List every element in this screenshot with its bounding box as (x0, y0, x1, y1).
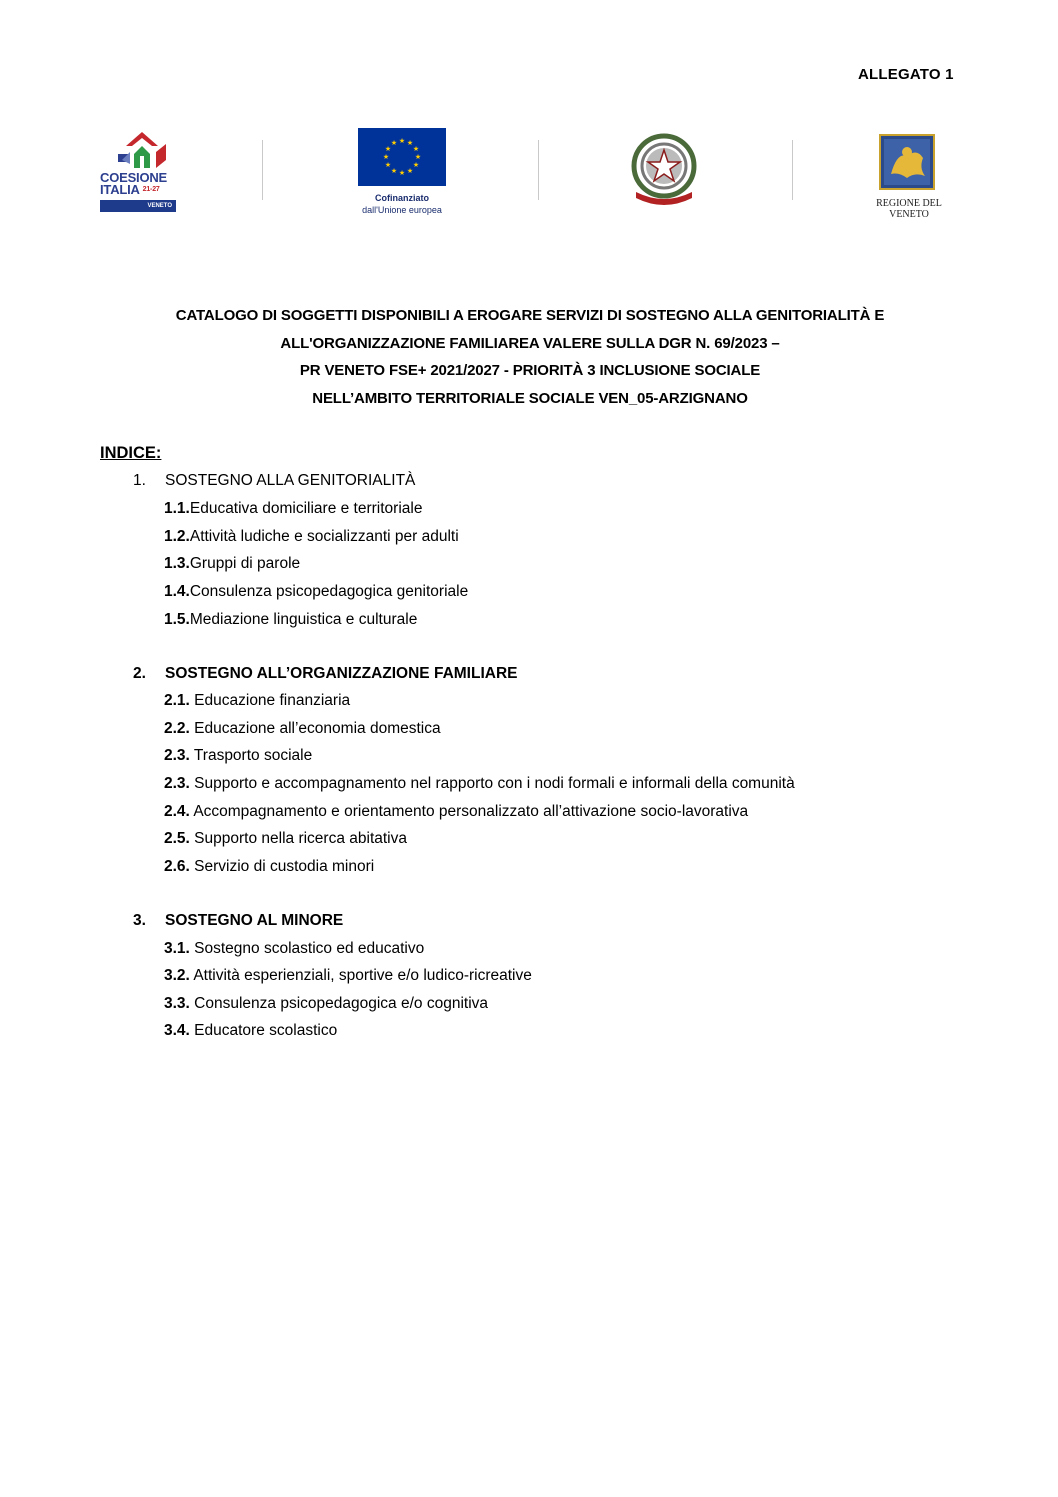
title-line-3: PR VENETO FSE+ 2021/2027 - PRIORITÀ 3 INCLUSIONE SOCIALE (299, 362, 761, 379)
svg-text:★: ★ (412, 145, 420, 153)
item-label: Attività esperienziali, sportive e/o ludico-ricreative (193, 967, 532, 984)
svg-text:★: ★ (412, 161, 420, 169)
item-label: Mediazione linguistica e culturale (189, 611, 418, 628)
item-number: 3.2. (164, 967, 190, 984)
item-number: 2.4. (164, 803, 190, 820)
item-label: Trasporto sociale (193, 747, 313, 764)
svg-text:★: ★ (398, 137, 406, 145)
section-label: SOSTEGNO ALL’ORGANIZZAZIONE FAMILIARE (165, 665, 518, 682)
coesione-line2: ITALIA (100, 182, 140, 197)
item-label: Educazione all’economia domestica (194, 720, 441, 737)
item-label: Educativa domiciliare e territoriale (189, 500, 423, 517)
repubblica-italiana-emblem (622, 126, 706, 210)
toc-item (164, 775, 795, 793)
toc-item (164, 583, 468, 601)
coesione-italia-logo (100, 124, 180, 216)
toc-item (164, 500, 422, 518)
item-number: 3.4. (164, 1022, 190, 1039)
document-title (60, 302, 1000, 412)
toc-section-2 (133, 665, 517, 683)
toc-item (164, 830, 407, 848)
veneto-caption: REGIONE DEL VENETO (876, 198, 942, 220)
toc-item (164, 967, 532, 985)
title-line-1: CATALOGO DI SOGGETTI DISPONIBILI A EROGARE SERVIZI DI SOSTEGNO ALLA GENITORIALITÀ E (175, 307, 885, 324)
toc-item (164, 720, 441, 738)
item-number: 3.1. (164, 940, 190, 957)
logo-divider (538, 140, 539, 200)
index-heading: INDICE: (100, 444, 162, 462)
toc-item (164, 692, 350, 710)
item-label: Attività ludiche e socializzanti per adulti (189, 528, 459, 545)
item-number: 2.3. (164, 775, 190, 792)
coesione-years: 21-27 (142, 186, 160, 193)
toc-section-3 (133, 912, 343, 930)
toc-item (164, 940, 424, 958)
item-number: 2.2. (164, 720, 190, 737)
item-label: Gruppi di parole (189, 555, 301, 572)
item-label: Educazione finanziaria (194, 692, 351, 709)
toc-item (164, 611, 417, 629)
item-label: Supporto e accompagnamento nel rapporto con i nodi formali e informali della comunità (194, 775, 795, 792)
eu-flag-icon (358, 128, 446, 186)
coesione-band: VENETO (100, 200, 176, 212)
svg-text:★: ★ (384, 145, 392, 153)
eu-caption-line2: dall'Unione europea (362, 205, 442, 215)
item-number: 3.3. (164, 995, 190, 1012)
section-number: 2. (133, 665, 146, 682)
item-label: Consulenza psicopedagogica genitoriale (189, 583, 469, 600)
item-number: 2.3. (164, 747, 190, 764)
svg-text:★: ★ (382, 153, 390, 161)
eu-caption-line1: Cofinanziato (375, 193, 429, 203)
svg-text:★: ★ (384, 161, 392, 169)
allegato-label: ALLEGATO 1 (858, 66, 954, 83)
toc-item (164, 1022, 337, 1040)
title-line-4: NELL’AMBITO TERRITORIALE SOCIALE VEN_05-ARZIGNANO (312, 389, 748, 407)
eu-caption (354, 192, 450, 216)
item-number: 2.5. (164, 830, 190, 847)
item-number: 2.1. (164, 692, 190, 709)
toc-item (164, 747, 312, 765)
item-label: Servizio di custodia minori (194, 858, 375, 875)
italian-emblem-icon (622, 126, 706, 210)
toc-section-1 (133, 472, 415, 490)
toc-item (164, 858, 374, 876)
item-number: 1.4. (164, 583, 190, 600)
item-label: Sostegno scolastico ed educativo (194, 940, 425, 957)
section-number: 1. (133, 472, 146, 489)
toc-item (164, 803, 748, 821)
title-line-2: ALL'ORGANIZZAZIONE FAMILIAREA VALERE SULLA DGR N. 69/2023 – (280, 334, 780, 352)
item-label: Accompagnamento e orientamento personalizzato all’attivazione socio-lavorativa (193, 803, 749, 820)
item-label: Supporto nella ricerca abitativa (194, 830, 407, 847)
svg-text:★: ★ (390, 167, 398, 175)
item-number: 1.3. (164, 555, 190, 572)
toc-item (164, 995, 488, 1013)
section-label: SOSTEGNO ALLA GENITORIALITÀ (165, 472, 416, 489)
veneto-shield-icon (879, 134, 935, 194)
section-label: SOSTEGNO AL MINORE (165, 912, 344, 929)
regione-veneto-logo (856, 134, 962, 220)
toc-item (164, 528, 459, 546)
logo-divider (262, 140, 263, 200)
svg-text:★: ★ (390, 139, 398, 147)
item-number: 1.5. (164, 611, 190, 628)
item-label: Consulenza psicopedagogica e/o cognitiva (194, 995, 489, 1012)
eu-logo (354, 128, 450, 218)
toc-item (164, 555, 300, 573)
svg-text:★: ★ (406, 167, 414, 175)
item-number: 1.1. (164, 500, 190, 517)
svg-text:★: ★ (398, 169, 406, 177)
item-number: 2.6. (164, 858, 190, 875)
item-label: Educatore scolastico (194, 1022, 338, 1039)
item-number: 1.2. (164, 528, 190, 545)
svg-text:★: ★ (414, 153, 422, 161)
svg-text:★: ★ (406, 139, 414, 147)
section-number: 3. (133, 912, 146, 929)
logo-divider (792, 140, 793, 200)
coesione-line1: COESIONE (100, 170, 168, 185)
coesione-text (100, 172, 167, 196)
coesione-mark-icon (112, 124, 172, 170)
